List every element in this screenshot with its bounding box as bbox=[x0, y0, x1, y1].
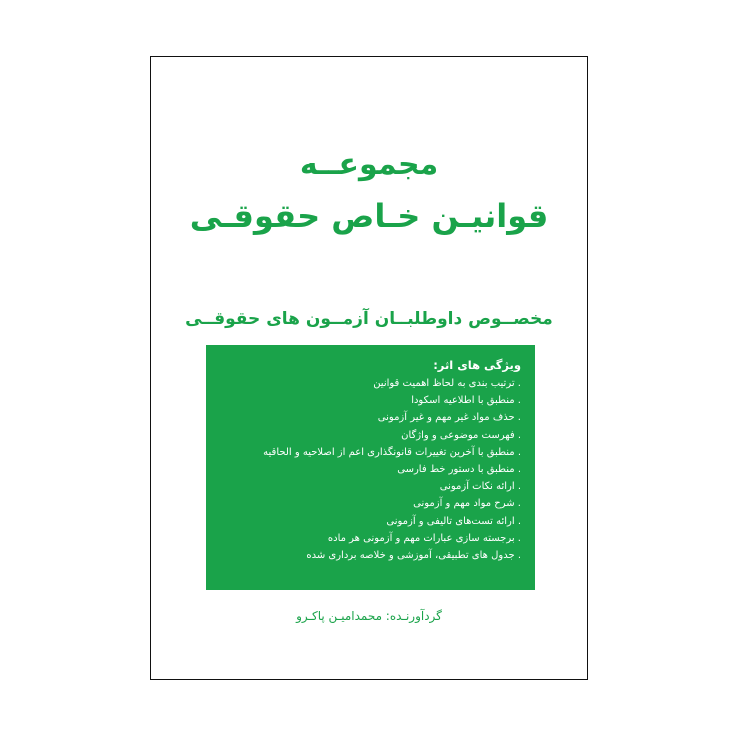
feature-item: . ارائه نکات آزمونی bbox=[439, 481, 521, 493]
features-heading: ویژگی های اثر: bbox=[433, 358, 521, 372]
author-credit: گردآورنـده: محمدامیـن پاکـرو bbox=[296, 609, 442, 623]
feature-item: . ترتیب بندی به لحاظ اهمیت قوانین bbox=[373, 378, 521, 389]
feature-item: . شرح مواد مهم و آزمونی bbox=[413, 498, 521, 510]
title-line-1: مجموعــه bbox=[299, 147, 439, 182]
feature-item: . منطبق با آخرین تغییرات قانونگذاری اعم از اصلاحیه و الحاقیه bbox=[263, 446, 521, 458]
feature-item: . حذف مواد غیر مهم و غیر آزمونی bbox=[377, 412, 521, 424]
feature-item: . برجسته سازی عبارات مهم و آزمونی هر ماده bbox=[327, 532, 521, 544]
feature-item: . ارائه تست‌های تالیفی و آزمونی bbox=[386, 515, 521, 527]
feature-item: . فهرست موضوعی و واژگان bbox=[401, 429, 521, 441]
subtitle: مخصــوص داوطلبــان آزمــون های حقوقــی bbox=[185, 309, 553, 329]
feature-item: . جدول های تطبیقی، آموزشی و خلاصه برداری شده bbox=[306, 550, 521, 562]
feature-item: . منطبق با اطلاعیه اسکودا bbox=[411, 395, 521, 407]
features-box bbox=[206, 345, 535, 590]
book-cover bbox=[150, 56, 588, 680]
title-line-2: قوانیـن خـاص حقوقـی bbox=[189, 197, 549, 235]
features-list bbox=[214, 375, 521, 564]
feature-item: . منطبق با دستور خط فارسی bbox=[397, 464, 521, 476]
